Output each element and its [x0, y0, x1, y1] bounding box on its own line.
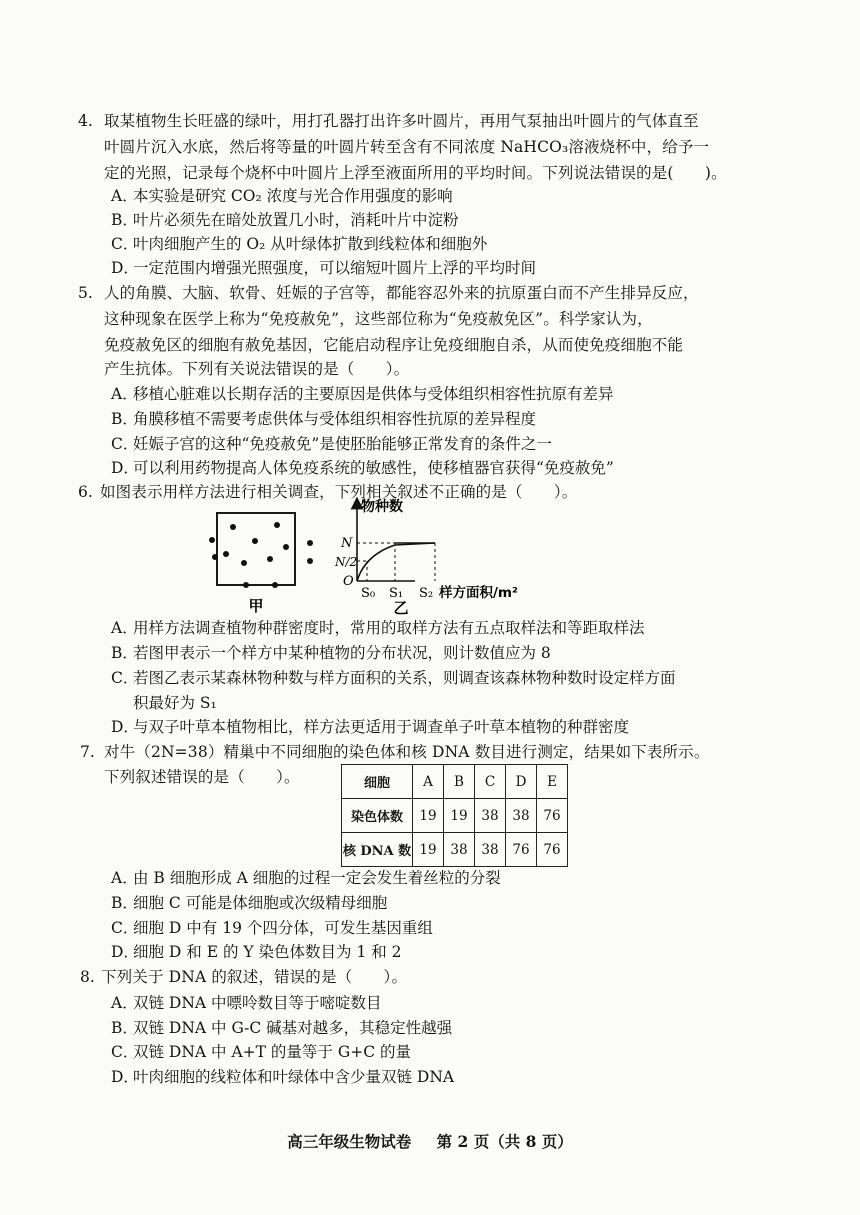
- q4-stem-line: 取某植物生长旺盛的绿叶，用打孔器打出许多叶圆片，再用气泵抽出叶圆片的气体直至: [104, 112, 699, 130]
- x-axis-label: 样方面积/m²: [439, 585, 518, 601]
- table-cell: 38: [475, 799, 506, 833]
- q5-stem-line: 人的角膜、大脑、软骨、妊娠的子宫等，都能容忍外来的抗原蛋白而不产生排异反应，: [104, 284, 699, 302]
- figure-yi-label: 乙: [393, 599, 409, 617]
- table-cell: 19: [413, 833, 444, 867]
- q6-number: 6.: [78, 483, 93, 501]
- y-axis-label: 物种数: [361, 499, 403, 515]
- table-cell: 19: [413, 799, 444, 833]
- table-cell: E: [537, 765, 568, 799]
- q4-number: 4.: [78, 112, 93, 130]
- q4-option-a: A．本实验是研究 CO₂ 浓度与光合作用强度的影响: [111, 187, 453, 205]
- q4-option-c: C．叶肉细胞产生的 O₂ 从叶绿体扩散到线粒体和细胞外: [111, 235, 488, 253]
- q7-option-c: C．细胞 D 中有 19 个四分体，可发生基因重组: [111, 919, 433, 937]
- q5-option-c: C．妊娠子宫的这种“免疫赦免”是使胚胎能够正常发育的条件之一: [111, 435, 552, 453]
- q7-stem-line: 下列叙述错误的是（ ）。: [104, 768, 300, 786]
- plant-dot: [223, 551, 229, 557]
- x-tick-s1: S₁: [389, 586, 404, 601]
- table-header-row: [342, 765, 568, 799]
- plant-dot: [241, 560, 247, 566]
- table-cell: 细胞: [342, 765, 413, 799]
- q5-option-a: A．移植心脏难以长期存活的主要原因是供体与受体组织相容性抗原有差异: [111, 385, 614, 403]
- q7-option-a: A．由 B 细胞形成 A 细胞的过程一定会发生着丝粒的分裂: [111, 869, 501, 887]
- q4-option-b: B．叶片必须先在暗处放置几小时，消耗叶片中淀粉: [111, 211, 459, 229]
- q6-option-c-cont: 积最好为 S₁: [133, 694, 217, 712]
- q6-option-d: D．与双子叶草本植物相比，样方法更适用于调查单子叶草本植物的种群密度: [111, 718, 630, 736]
- plant-dot: [274, 522, 280, 528]
- plant-dot: [307, 558, 313, 564]
- q4-option-d: D．一定范围内增强光照强度，可以缩短叶圆片上浮的平均时间: [111, 259, 537, 277]
- plant-dot: [230, 524, 236, 530]
- plant-dots: [209, 522, 313, 588]
- table-cell: 染色体数: [342, 799, 413, 833]
- q8-option-d: D．叶肉细胞的线粒体和叶绿体中含少量双链 DNA: [111, 1068, 455, 1086]
- figure-yi: [335, 495, 555, 617]
- table-cell: C: [475, 765, 506, 799]
- table-cell: 76: [537, 833, 568, 867]
- quadrat-square: [217, 513, 295, 585]
- footer-page-number: 第 2 页（共 8 页）: [436, 1132, 573, 1151]
- page-footer: [0, 1130, 860, 1152]
- q5-stem-line: 产生抗体。下列有关说法错误的是（ ）。: [104, 360, 410, 378]
- y-tick-half: N/2: [335, 555, 358, 569]
- plant-dot: [212, 554, 218, 560]
- plant-dot: [209, 537, 215, 543]
- table-cell: A: [413, 765, 444, 799]
- q5-option-d: D．可以利用药物提高人体免疫系统的敏感性，使移植器官获得“免疫赦免”: [111, 459, 614, 477]
- q4-stem-line: 叶圆片沉入水底，然后将等量的叶圆片转至含有不同浓度 NaHCO₃溶液烧杯中，给予一: [104, 138, 710, 156]
- plant-dot: [307, 540, 313, 546]
- q5-number: 5.: [78, 284, 93, 302]
- table-row: [342, 799, 568, 833]
- table-cell: D: [506, 765, 537, 799]
- table-cell: 76: [537, 799, 568, 833]
- table-cell: 19: [444, 799, 475, 833]
- table-cell: 核 DNA 数: [342, 833, 413, 867]
- q6-option-b: B．若图甲表示一个样方中某种植物的分布状况，则计数值应为 8: [111, 644, 551, 662]
- figure-jia-label: 甲: [248, 597, 264, 615]
- y-tick-n: N: [341, 536, 353, 551]
- q8-stem: 下列关于 DNA 的叙述，错误的是（ ）。: [101, 968, 408, 986]
- q6-stem: 如图表示用样方法进行相关调查，下列相关叙述不正确的是（ ）。: [100, 483, 578, 501]
- table-cell: 76: [506, 833, 537, 867]
- q8-number: 8.: [80, 968, 95, 986]
- table-cell: 38: [506, 799, 537, 833]
- q5-option-b: B．角膜移植不需要考虑供体与受体组织相容性抗原的差异程度: [111, 410, 537, 428]
- origin-label: O: [343, 574, 354, 589]
- q6-option-c: C．若图乙表示某森林物种数与样方面积的关系，则调查该森林物种数时设定样方面: [111, 669, 676, 687]
- table-row: [342, 833, 568, 867]
- table-cell: B: [444, 765, 475, 799]
- q8-option-b: B．双链 DNA 中 G-C 碱基对越多，其稳定性越强: [111, 1019, 453, 1037]
- plant-dot: [243, 582, 249, 588]
- table-cell: 38: [475, 833, 506, 867]
- plant-dot: [283, 544, 289, 550]
- plant-dot: [272, 582, 278, 588]
- q7-option-b: B．细胞 C 可能是体细胞或次级精母细胞: [111, 894, 388, 912]
- plant-dot: [252, 538, 258, 544]
- q8-option-a: A．双链 DNA 中嘌呤数目等于嘧啶数目: [111, 994, 382, 1012]
- table-cell: 38: [444, 833, 475, 867]
- q7-stem-line: 对牛（2N=38）精巢中不同细胞的染色体和核 DNA 数目进行测定，结果如下表所示。: [104, 743, 710, 761]
- q7-number: 7.: [80, 743, 95, 761]
- q5-stem-line: 免疫赦免区的细胞有赦免基因，它能启动程序让免疫细胞自杀，从而使免疫细胞不能: [104, 336, 684, 354]
- footer-title: 高三年级生物试卷: [287, 1132, 412, 1151]
- species-curve: [357, 543, 435, 581]
- q4-stem-line: 定的光照，记录每个烧杯中叶圆片上浮至液面所用的平均时间。下列说法错误的是( )。: [104, 164, 727, 182]
- q5-stem-line: 这种现象在医学上称为“免疫赦免”，这些部位称为“免疫赦免区”。科学家认为，: [104, 310, 653, 328]
- x-tick-s0: S₀: [361, 586, 376, 601]
- q7-option-d: D．细胞 D 和 E 的 Y 染色体数目为 1 和 2: [111, 943, 402, 961]
- cell-count-table: [341, 764, 568, 867]
- figure-jia: [200, 505, 330, 617]
- q8-option-c: C．双链 DNA 中 A+T 的量等于 G+C 的量: [111, 1043, 411, 1061]
- plant-dot: [267, 556, 273, 562]
- q6-option-a: A．用样方法调查植物种群密度时，常用的取样方法有五点取样法和等距取样法: [111, 619, 645, 637]
- x-tick-s2: S₂: [419, 586, 434, 601]
